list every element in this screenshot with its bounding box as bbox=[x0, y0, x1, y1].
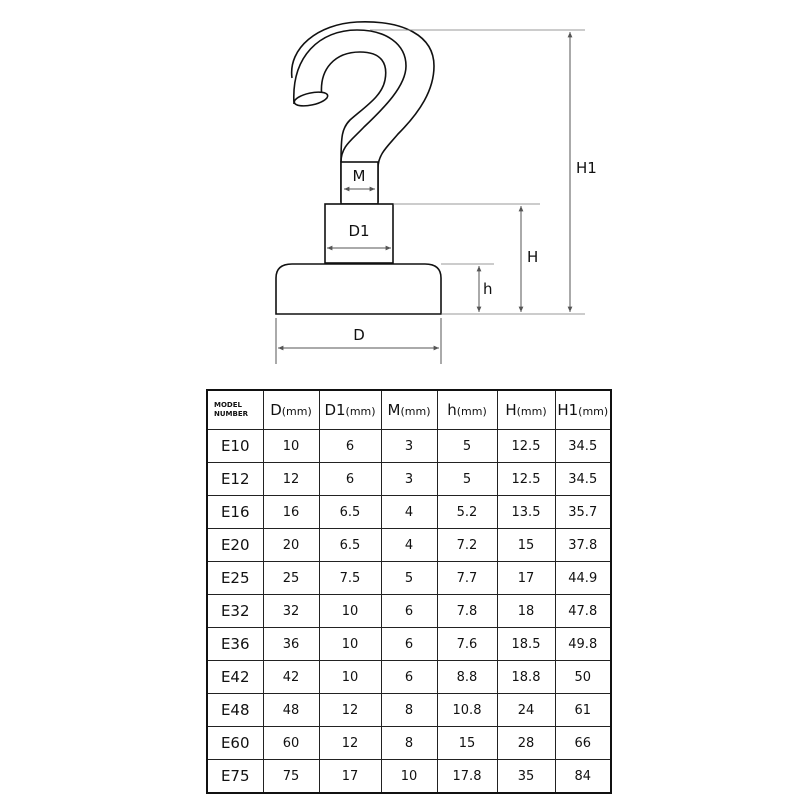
value-cell-h1: 35.7 bbox=[555, 496, 611, 529]
header-row bbox=[207, 390, 611, 430]
column-unit: (mm) bbox=[400, 405, 431, 418]
spec-table bbox=[206, 389, 612, 794]
value-cell-h: 18.8 bbox=[497, 661, 555, 694]
value-cell-h1: 34.5 bbox=[555, 430, 611, 463]
value-cell-h: 15 bbox=[497, 529, 555, 562]
column-name: H bbox=[505, 401, 517, 419]
model-cell: E20 bbox=[207, 529, 263, 562]
table-row bbox=[207, 661, 611, 694]
value-cell-h1: 84 bbox=[555, 760, 611, 794]
label-h: H bbox=[527, 248, 539, 266]
model-cell: E36 bbox=[207, 628, 263, 661]
value-cell-d: 36 bbox=[263, 628, 319, 661]
table-row bbox=[207, 463, 611, 496]
column-unit: (mm) bbox=[345, 405, 376, 418]
value-cell-h: 7.7 bbox=[437, 562, 497, 595]
model-cell: E60 bbox=[207, 727, 263, 760]
column-name: M bbox=[387, 401, 401, 419]
value-cell-h1: 37.8 bbox=[555, 529, 611, 562]
label-d1: D1 bbox=[348, 222, 370, 240]
magnetic-hook-diagram bbox=[0, 0, 800, 380]
table-row bbox=[207, 760, 611, 794]
value-cell-m: 4 bbox=[381, 496, 437, 529]
value-cell-h1: 44.9 bbox=[555, 562, 611, 595]
value-cell-d1: 6 bbox=[319, 430, 381, 463]
value-cell-h: 13.5 bbox=[497, 496, 555, 529]
value-cell-h1: 66 bbox=[555, 727, 611, 760]
value-cell-d: 16 bbox=[263, 496, 319, 529]
magnet-base bbox=[276, 264, 441, 314]
column-unit: (mm) bbox=[578, 405, 609, 418]
column-name: D1 bbox=[324, 401, 346, 419]
column-header-h1 bbox=[555, 390, 611, 430]
label-d: D bbox=[353, 326, 365, 344]
value-cell-h: 7.2 bbox=[437, 529, 497, 562]
value-cell-m: 10 bbox=[381, 760, 437, 794]
value-cell-m: 8 bbox=[381, 694, 437, 727]
model-cell: E75 bbox=[207, 760, 263, 794]
value-cell-d1: 10 bbox=[319, 595, 381, 628]
value-cell-h: 12.5 bbox=[497, 430, 555, 463]
value-cell-h1: 61 bbox=[555, 694, 611, 727]
model-cell: E16 bbox=[207, 496, 263, 529]
column-name: D bbox=[270, 401, 282, 419]
value-cell-h: 5 bbox=[437, 430, 497, 463]
model-cell: E32 bbox=[207, 595, 263, 628]
value-cell-d1: 10 bbox=[319, 628, 381, 661]
value-cell-m: 3 bbox=[381, 463, 437, 496]
model-number-header bbox=[207, 390, 263, 430]
value-cell-h: 15 bbox=[437, 727, 497, 760]
value-cell-h1: 34.5 bbox=[555, 463, 611, 496]
column-unit: (mm) bbox=[516, 405, 547, 418]
value-cell-h: 10.8 bbox=[437, 694, 497, 727]
value-cell-d: 42 bbox=[263, 661, 319, 694]
model-header-line2: NUMBER bbox=[214, 410, 249, 418]
value-cell-d: 10 bbox=[263, 430, 319, 463]
value-cell-h1: 49.8 bbox=[555, 628, 611, 661]
value-cell-h: 5.2 bbox=[437, 496, 497, 529]
model-cell: E25 bbox=[207, 562, 263, 595]
column-header-d1 bbox=[319, 390, 381, 430]
spec-table-body bbox=[207, 430, 611, 794]
value-cell-d1: 6.5 bbox=[319, 529, 381, 562]
column-name: h bbox=[447, 401, 457, 419]
label-h1: H1 bbox=[576, 159, 597, 177]
value-cell-h: 7.6 bbox=[437, 628, 497, 661]
model-cell: E10 bbox=[207, 430, 263, 463]
label-m: M bbox=[352, 167, 366, 185]
value-cell-d: 48 bbox=[263, 694, 319, 727]
value-cell-d: 20 bbox=[263, 529, 319, 562]
table-row bbox=[207, 496, 611, 529]
value-cell-h: 18.5 bbox=[497, 628, 555, 661]
column-unit: (mm) bbox=[456, 405, 487, 418]
hook-tip bbox=[293, 90, 329, 109]
value-cell-m: 3 bbox=[381, 430, 437, 463]
value-cell-h: 28 bbox=[497, 727, 555, 760]
value-cell-h1: 50 bbox=[555, 661, 611, 694]
table-row bbox=[207, 628, 611, 661]
value-cell-m: 6 bbox=[381, 628, 437, 661]
value-cell-d: 12 bbox=[263, 463, 319, 496]
column-header-m bbox=[381, 390, 437, 430]
value-cell-m: 8 bbox=[381, 727, 437, 760]
column-name: H1 bbox=[557, 401, 579, 419]
value-cell-h: 17.8 bbox=[437, 760, 497, 794]
column-unit: (mm) bbox=[281, 405, 312, 418]
table-row bbox=[207, 430, 611, 463]
spec-table-header bbox=[207, 390, 611, 430]
table-row bbox=[207, 694, 611, 727]
value-cell-m: 4 bbox=[381, 529, 437, 562]
value-cell-h: 17 bbox=[497, 562, 555, 595]
value-cell-d1: 12 bbox=[319, 727, 381, 760]
column-header-h bbox=[437, 390, 497, 430]
label-h-small: h bbox=[483, 280, 493, 298]
value-cell-h: 7.8 bbox=[437, 595, 497, 628]
value-cell-d1: 6 bbox=[319, 463, 381, 496]
value-cell-h1: 47.8 bbox=[555, 595, 611, 628]
value-cell-d1: 12 bbox=[319, 694, 381, 727]
model-cell: E12 bbox=[207, 463, 263, 496]
value-cell-m: 6 bbox=[381, 595, 437, 628]
table-row bbox=[207, 727, 611, 760]
value-cell-d1: 17 bbox=[319, 760, 381, 794]
value-cell-h: 35 bbox=[497, 760, 555, 794]
table-row bbox=[207, 529, 611, 562]
value-cell-d1: 6.5 bbox=[319, 496, 381, 529]
hook-inner-loop bbox=[321, 52, 385, 162]
model-cell: E48 bbox=[207, 694, 263, 727]
value-cell-d1: 7.5 bbox=[319, 562, 381, 595]
value-cell-m: 6 bbox=[381, 661, 437, 694]
value-cell-d: 25 bbox=[263, 562, 319, 595]
table-row bbox=[207, 562, 611, 595]
value-cell-h: 8.8 bbox=[437, 661, 497, 694]
column-header-d bbox=[263, 390, 319, 430]
value-cell-m: 5 bbox=[381, 562, 437, 595]
value-cell-d: 75 bbox=[263, 760, 319, 794]
value-cell-d1: 10 bbox=[319, 661, 381, 694]
value-cell-h: 18 bbox=[497, 595, 555, 628]
model-cell: E42 bbox=[207, 661, 263, 694]
column-header-h bbox=[497, 390, 555, 430]
model-header-line1: MODEL bbox=[214, 401, 242, 409]
value-cell-h: 5 bbox=[437, 463, 497, 496]
value-cell-h: 12.5 bbox=[497, 463, 555, 496]
value-cell-d: 32 bbox=[263, 595, 319, 628]
table-row bbox=[207, 595, 611, 628]
value-cell-d: 60 bbox=[263, 727, 319, 760]
value-cell-h: 24 bbox=[497, 694, 555, 727]
